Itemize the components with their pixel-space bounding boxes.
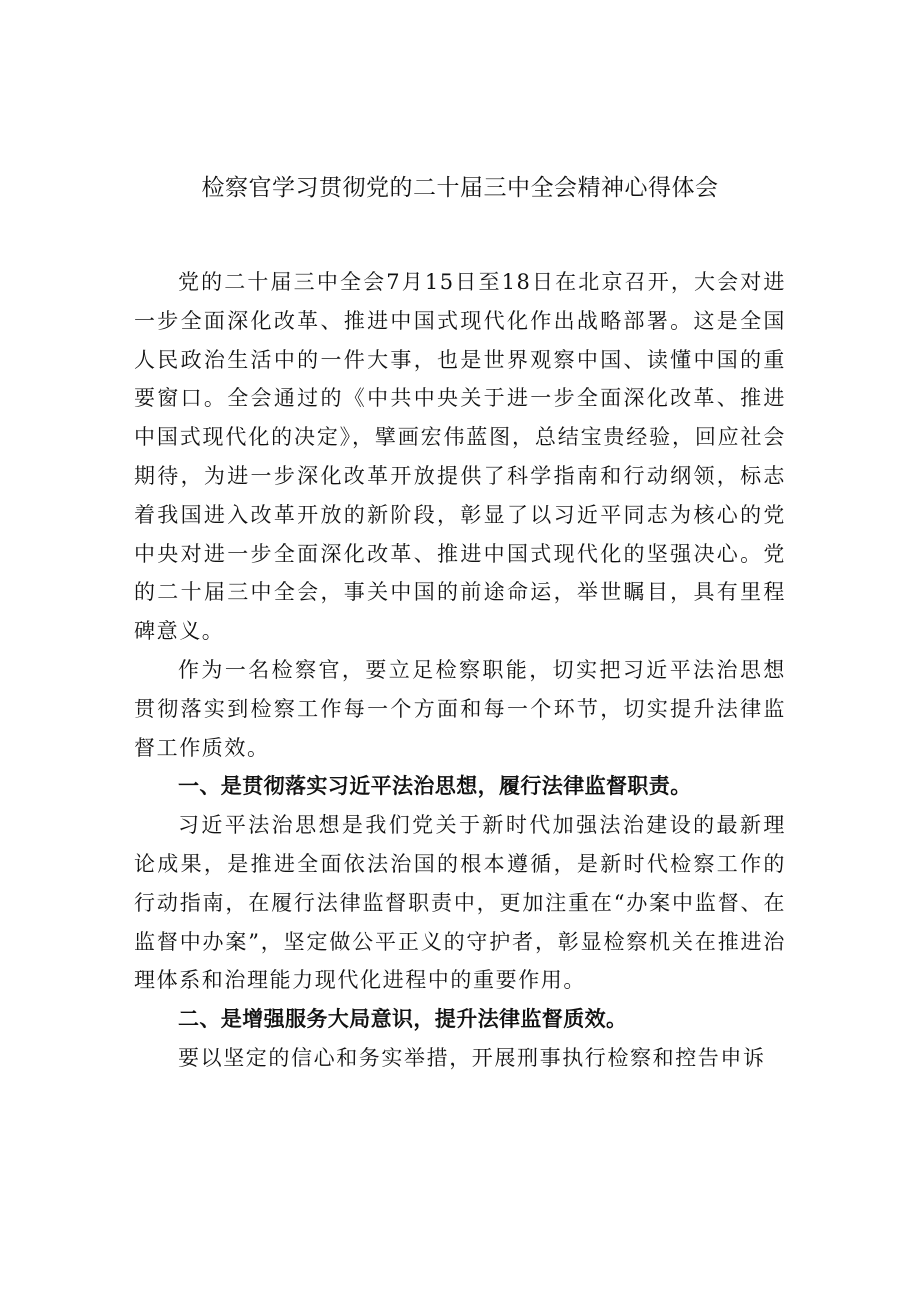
section-1-heading: 一、是贯彻落实习近平法治思想，履行法律监督职责。 — [178, 774, 692, 799]
section-1-paragraph: 习近平法治思想是我们党关于新时代加强法治建设的最新理论成果，是推进全面依法治国的根本遵循，是新时代检察工作的行动指南，在履行法律监督职责中，更加注重在“办案中监督、在监督中办案”，坚定做公平正义的守护者，彰显检察机关在推进治理体系和治理能力现代化进程中的重要作用。 — [134, 813, 786, 993]
document-body — [134, 263, 786, 1078]
document-title: 检察官学习贯彻党的二十届三中全会精神心得体会 — [201, 175, 719, 201]
section-2-paragraph: 要以坚定的信心和务实举措，开展刑事执行检察和控告申诉 — [178, 1045, 766, 1070]
intro-paragraph: 党的二十届三中全会7月15日至18日在北京召开，大会对进一步全面深化改革、推进中国式现代化作出战略部署。这是全国人民政治生活中的一件大事，也是世界观察中国、读懂中国的重要窗口。全会通过的《中共中央关于进一步全面深化改革、推进中国式现代化的决定》，擘画宏伟蓝图，总结宝贵经验，回应社会期待，为进一步深化改革开放提供了科学指南和行动纲领，标志着我国进入改革开放的新阶段，彰显了以习近平同志为核心的党中央对进一步全面深化改革、推进中国式现代化的坚强决心。党的二十届三中全会，事关中国的前途命运，举世瞩目，具有里程碑意义。 — [134, 270, 786, 644]
role-paragraph: 作为一名检察官，要立足检察职能，切实把习近平法治思想贯彻落实到检察工作每一个方面和每一个环节，切实提升法律监督工作质效。 — [134, 657, 786, 760]
section-2-heading: 二、是增强服务大局意识，提升法律监督质效。 — [178, 1007, 628, 1032]
